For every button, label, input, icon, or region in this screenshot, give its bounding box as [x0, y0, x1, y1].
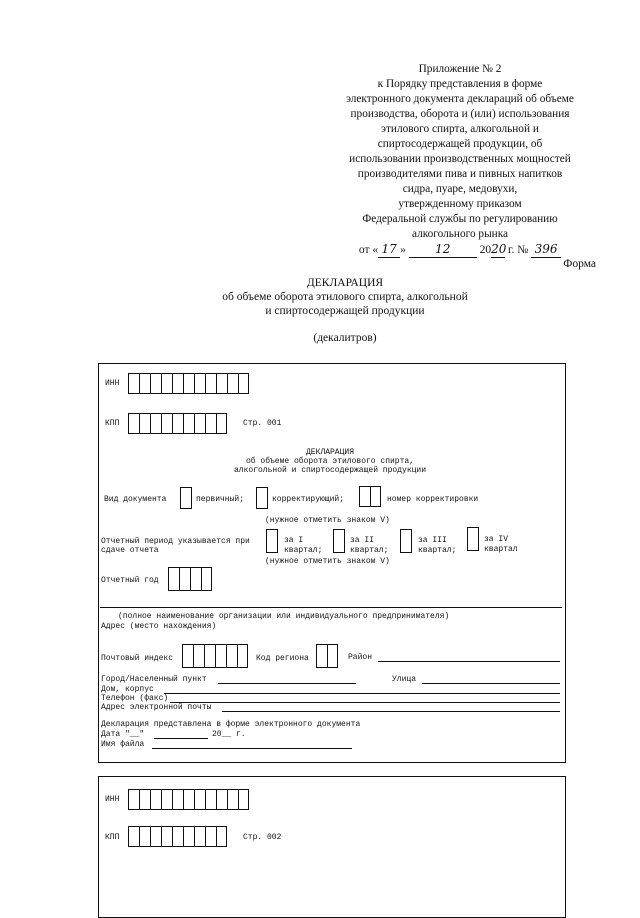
order-day: 17: [378, 242, 400, 258]
order-year: 20: [491, 242, 507, 256]
doc-primary-label: первичный;: [196, 495, 245, 504]
city-field[interactable]: [218, 683, 356, 684]
date-label: Дата "__": [101, 730, 145, 739]
period-label: Отчетный период указывается при: [101, 537, 250, 546]
declaration-title-block: [0, 276, 640, 345]
quarter-1-label: за I: [284, 536, 304, 545]
appendix-line: этилового спирта, алкогольной и: [381, 123, 539, 135]
house-label: Дом, корпус: [101, 685, 154, 694]
quarter-2-label: за II: [350, 536, 375, 545]
order-from-label: от «: [358, 244, 379, 256]
correction-number-cells[interactable]: [359, 486, 381, 507]
order-quote-close: »: [400, 244, 406, 256]
unit-label: (декалитров): [313, 332, 377, 344]
appendix-line: производства, оборота и (или) использования: [350, 108, 570, 120]
street-label: Улица: [392, 675, 417, 684]
order-number-label: г. №: [508, 244, 529, 256]
mark-hint: (нужное отметить знаком V): [265, 557, 390, 566]
appendix-line: сидра, пуаре, медовухи,: [402, 183, 518, 195]
inner-declaration-title: ДЕКЛАРАЦИЯ: [305, 448, 354, 457]
appendix-header: [330, 62, 590, 258]
quarter-4-label: за IV: [484, 535, 509, 544]
doc-corrective-checkbox[interactable]: [256, 487, 268, 509]
quarter-3-label: квартал;: [418, 546, 457, 555]
phone-field[interactable]: [170, 702, 560, 703]
form-label: Форма: [563, 258, 596, 270]
quarter-1-label: квартал;: [284, 546, 323, 555]
org-name-hint: (полное наименование организации или индивидуального предпринимателя): [118, 612, 450, 621]
period-label: сдаче отчета: [101, 546, 159, 555]
email-field[interactable]: [222, 711, 560, 712]
address-label: Адрес (место нахождения): [101, 622, 217, 631]
doc-corrective-label: корректирующий;: [272, 495, 345, 504]
quarter-1-checkbox[interactable]: [266, 529, 278, 553]
order-date-line: [330, 242, 590, 258]
appendix-line: Приложение № 2: [418, 63, 502, 75]
page-number: Стр. 001: [243, 419, 282, 428]
appendix-line: производителями пива и пивных напитков: [357, 168, 563, 180]
inn-cells[interactable]: [128, 789, 249, 810]
submitted-label: Декларация представлена в форме электронного документа: [101, 720, 361, 729]
declaration-title: ДЕКЛАРАЦИЯ: [306, 277, 384, 289]
postal-cells[interactable]: [182, 644, 248, 668]
order-month: 12: [409, 242, 477, 258]
appendix-line: алкогольного рынка: [411, 228, 509, 240]
inn-cells[interactable]: [128, 373, 249, 394]
date-year-label: 20__ г.: [212, 730, 246, 739]
inner-declaration-subtitle: об объеме оборота этилового спирта,: [245, 457, 415, 466]
file-name-field[interactable]: [152, 748, 352, 749]
quarter-2-label: квартал;: [350, 546, 389, 555]
date-month-field[interactable]: [154, 738, 208, 739]
quarter-3-label: за III: [418, 536, 447, 545]
quarter-2-checkbox[interactable]: [333, 529, 345, 553]
org-name-field[interactable]: [100, 607, 562, 608]
declaration-subtitle: об объеме оборота этилового спирта, алкогольной: [222, 291, 468, 303]
year-cells[interactable]: [168, 567, 212, 591]
correction-number-label: номер корректировки: [387, 495, 479, 504]
order-number: 396: [531, 242, 561, 258]
file-label: Имя файла: [101, 740, 145, 749]
doc-primary-checkbox[interactable]: [180, 487, 192, 509]
page-number: Стр. 002: [243, 833, 282, 842]
inner-declaration-subtitle: алкогольной и спиртосодержащей продукции: [233, 466, 427, 475]
district-field[interactable]: [378, 661, 560, 662]
kpp-cells[interactable]: [128, 826, 227, 847]
declaration-subtitle: и спиртосодержащей продукции: [265, 305, 425, 317]
year-label: Отчетный год: [101, 576, 159, 585]
doc-type-label: Вид документа: [104, 495, 167, 504]
appendix-line: спиртосодержащей продукции, об: [377, 138, 543, 150]
inn-label: ИНН: [105, 795, 120, 804]
phone-label: Телефон (факс): [101, 694, 169, 703]
inn-label: ИНН: [105, 379, 120, 388]
order-year-prefix: 20: [479, 244, 492, 256]
appendix-line: к Порядку представления в форме: [377, 78, 543, 90]
appendix-line: Федеральной службы по регулированию: [362, 213, 558, 225]
kpp-cells[interactable]: [128, 413, 227, 434]
house-field[interactable]: [164, 693, 560, 694]
mark-hint: (нужное отметить знаком V): [265, 516, 390, 525]
region-cells[interactable]: [316, 644, 338, 668]
quarter-3-checkbox[interactable]: [400, 529, 412, 553]
quarter-4-checkbox[interactable]: [467, 527, 479, 551]
appendix-line: использовании производственных мощностей: [349, 153, 571, 165]
kpp-label: КПП: [105, 419, 120, 428]
city-label: Город/Населенный пункт: [101, 675, 207, 684]
region-label: Код региона: [256, 654, 309, 663]
email-label: Адрес электронной почты: [101, 703, 212, 712]
appendix-line: электронного документа деклараций об объеме: [346, 93, 574, 105]
quarter-4-label: квартал: [484, 545, 518, 554]
postal-label: Почтовый индекс: [101, 654, 174, 663]
street-field[interactable]: [422, 683, 560, 684]
kpp-label: КПП: [105, 833, 120, 842]
district-label: Район: [348, 653, 373, 662]
appendix-line: утвержденному приказом: [398, 198, 522, 210]
